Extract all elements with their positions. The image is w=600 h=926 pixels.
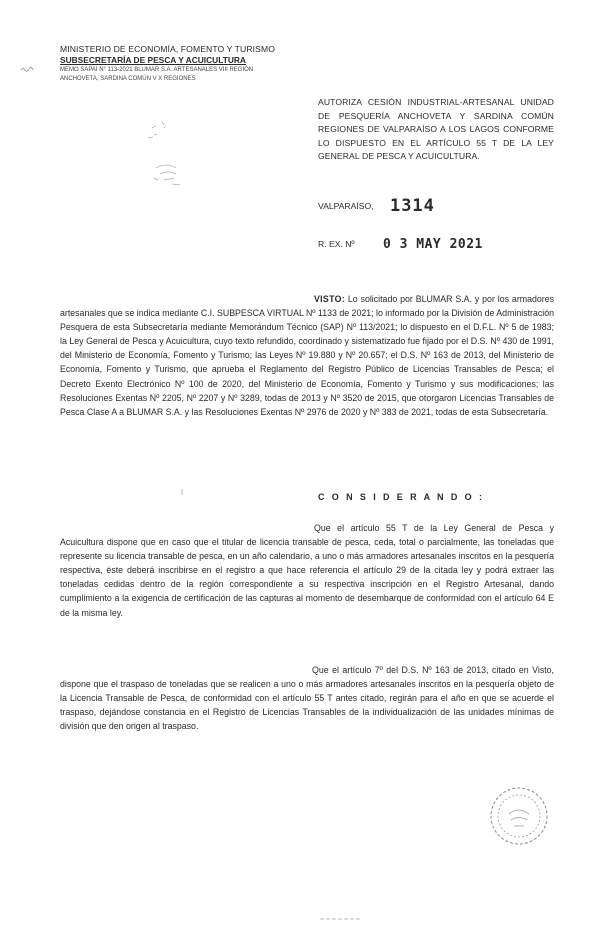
round-seal-icon [487, 784, 551, 848]
resolution-number: 1314 [389, 196, 435, 216]
visto-paragraph [60, 292, 554, 419]
faded-stamp [142, 108, 202, 198]
considerando-text-1: Que el artículo 55 T de la Ley General de Pesca y Acuicultura dispone que en caso que el titular de licencia transable de pesca, ceda, total o parcialmente, las toneladas que represente su licencia transable de pesca, en un año calendario, a uno o más armadores artesanales inscritos en la pesquería respectiva, éste deberá inscribirse en el registro a que hace referencia el artículo 29 de la citada ley y podrá extraer las toneladas cedidas dentro de la región correspondiente a su respectiva inscripción en el Registro Artesanal, dando cumplimiento a la exigencia de certificación de las capturas al momento de desembarque de conformidad con el artículo 64 E de la misma ley. [60, 523, 554, 618]
dot-mark-icon [180, 488, 184, 496]
resolution-date: 0 3 MAY 2021 [382, 237, 483, 252]
footer-mark [320, 908, 360, 912]
resolution-title: AUTORIZA CESIÓN INDUSTRIAL-ARTESANAL UNIDAD DE PESQUERÍA ANCHOVETA Y SARDINA COMÚN REGIONES DE VALPARAÍSO A LOS LAGOS CONFORME LO DISPUESTO EN EL ARTÍCULO 55 T DE LA LEY GENERAL DE PESCA Y ACUICULTURA. [318, 97, 554, 162]
considerando-paragraph-1 [60, 521, 554, 620]
rex-label: R. EX. Nº [318, 239, 355, 249]
place-label: VALPARAÍSO, [318, 201, 374, 211]
margin-mark [20, 66, 34, 74]
margin-dot [180, 488, 184, 498]
visto-text: Lo solicitado por BLUMAR S.A. y por los armadores artesanales que se indica mediante C.I. SUBPESCA VIRTUAL Nº 1133 de 2021; lo informado por la División de Administración Pesquera de esta Subsecretaría mediante Memorándum Técnico (SAP) Nº 113/2021; lo dispuesto en el D.F.L. Nº 5 de 1983; la Ley General de Pesca y Acuicultura, cuyo texto refundido, coordinado y sistematizado fue fijado por el D.S. Nº 430 de 1991, del Ministerio de Economía, Fomento y Turismo; las Leyes Nº 19.880 y Nº 20.657; el D.S. Nº 163 de 2013, del Ministerio de Economía, Fomento y Turismo, que aprueba el Reglamento del Registro Público de Licencias Transables de Pesca; el Decreto Exento Electrónico Nº 100 de 2020, del Ministerio de Economía, Fomento y Turismo y sus modificaciones; las Resoluciones Exentas Nº 2205, Nº 2207 y Nº 3289, todas de 2013 y Nº 3520 de 2015, que otorgaron Licencias Transables de Pesca Clase A a BLUMAR S.A. y las Resoluciones Exentas Nº 2976 de 2020 y Nº 383 de 2021, todas de esta Subsecretaría. [60, 294, 554, 417]
considerando-text-2: Que el artículo 7º del D.S. Nº 163 de 2013, citado en Visto, dispone que el traspaso de toneladas que se realicen a uno o más armadores artesanales inscritos en la pesquería objeto de la Licencia Transable de Pesca, de conformidad con el artículo 55 T antes citado, regirán para el año en que se acuerde el traspaso, dejándose constancia en el Registro de Licencias Transables de la individualización de las unidades mínimas de división que den origen al traspaso. [60, 665, 554, 732]
reference-line-2: ANCHOVETA, SARDINA COMÚN V X REGIONES [60, 76, 196, 82]
visto-label: VISTO: [314, 294, 345, 304]
official-seal [487, 784, 551, 848]
subsecretaria-name: SUBSECRETARÍA DE PESCA Y ACUICULTURA [60, 55, 246, 65]
reference-line-1: MEMO SAPAI N° 113-2021 BLUMAR S.A. ARTESANALES VIII REGIÓN [60, 67, 254, 73]
place-line [318, 194, 435, 214]
resolution-exenta-line [318, 236, 483, 251]
considerando-heading: C O N S I D E R A N D O : [318, 492, 485, 502]
considerando-paragraph-2 [60, 663, 554, 733]
faded-stamp-icon [142, 108, 202, 198]
scribble-mark-icon [20, 66, 34, 72]
letterhead [60, 44, 290, 84]
ministry-name: MINISTERIO DE ECONOMÍA, FOMENTO Y TURISMO [60, 44, 275, 54]
